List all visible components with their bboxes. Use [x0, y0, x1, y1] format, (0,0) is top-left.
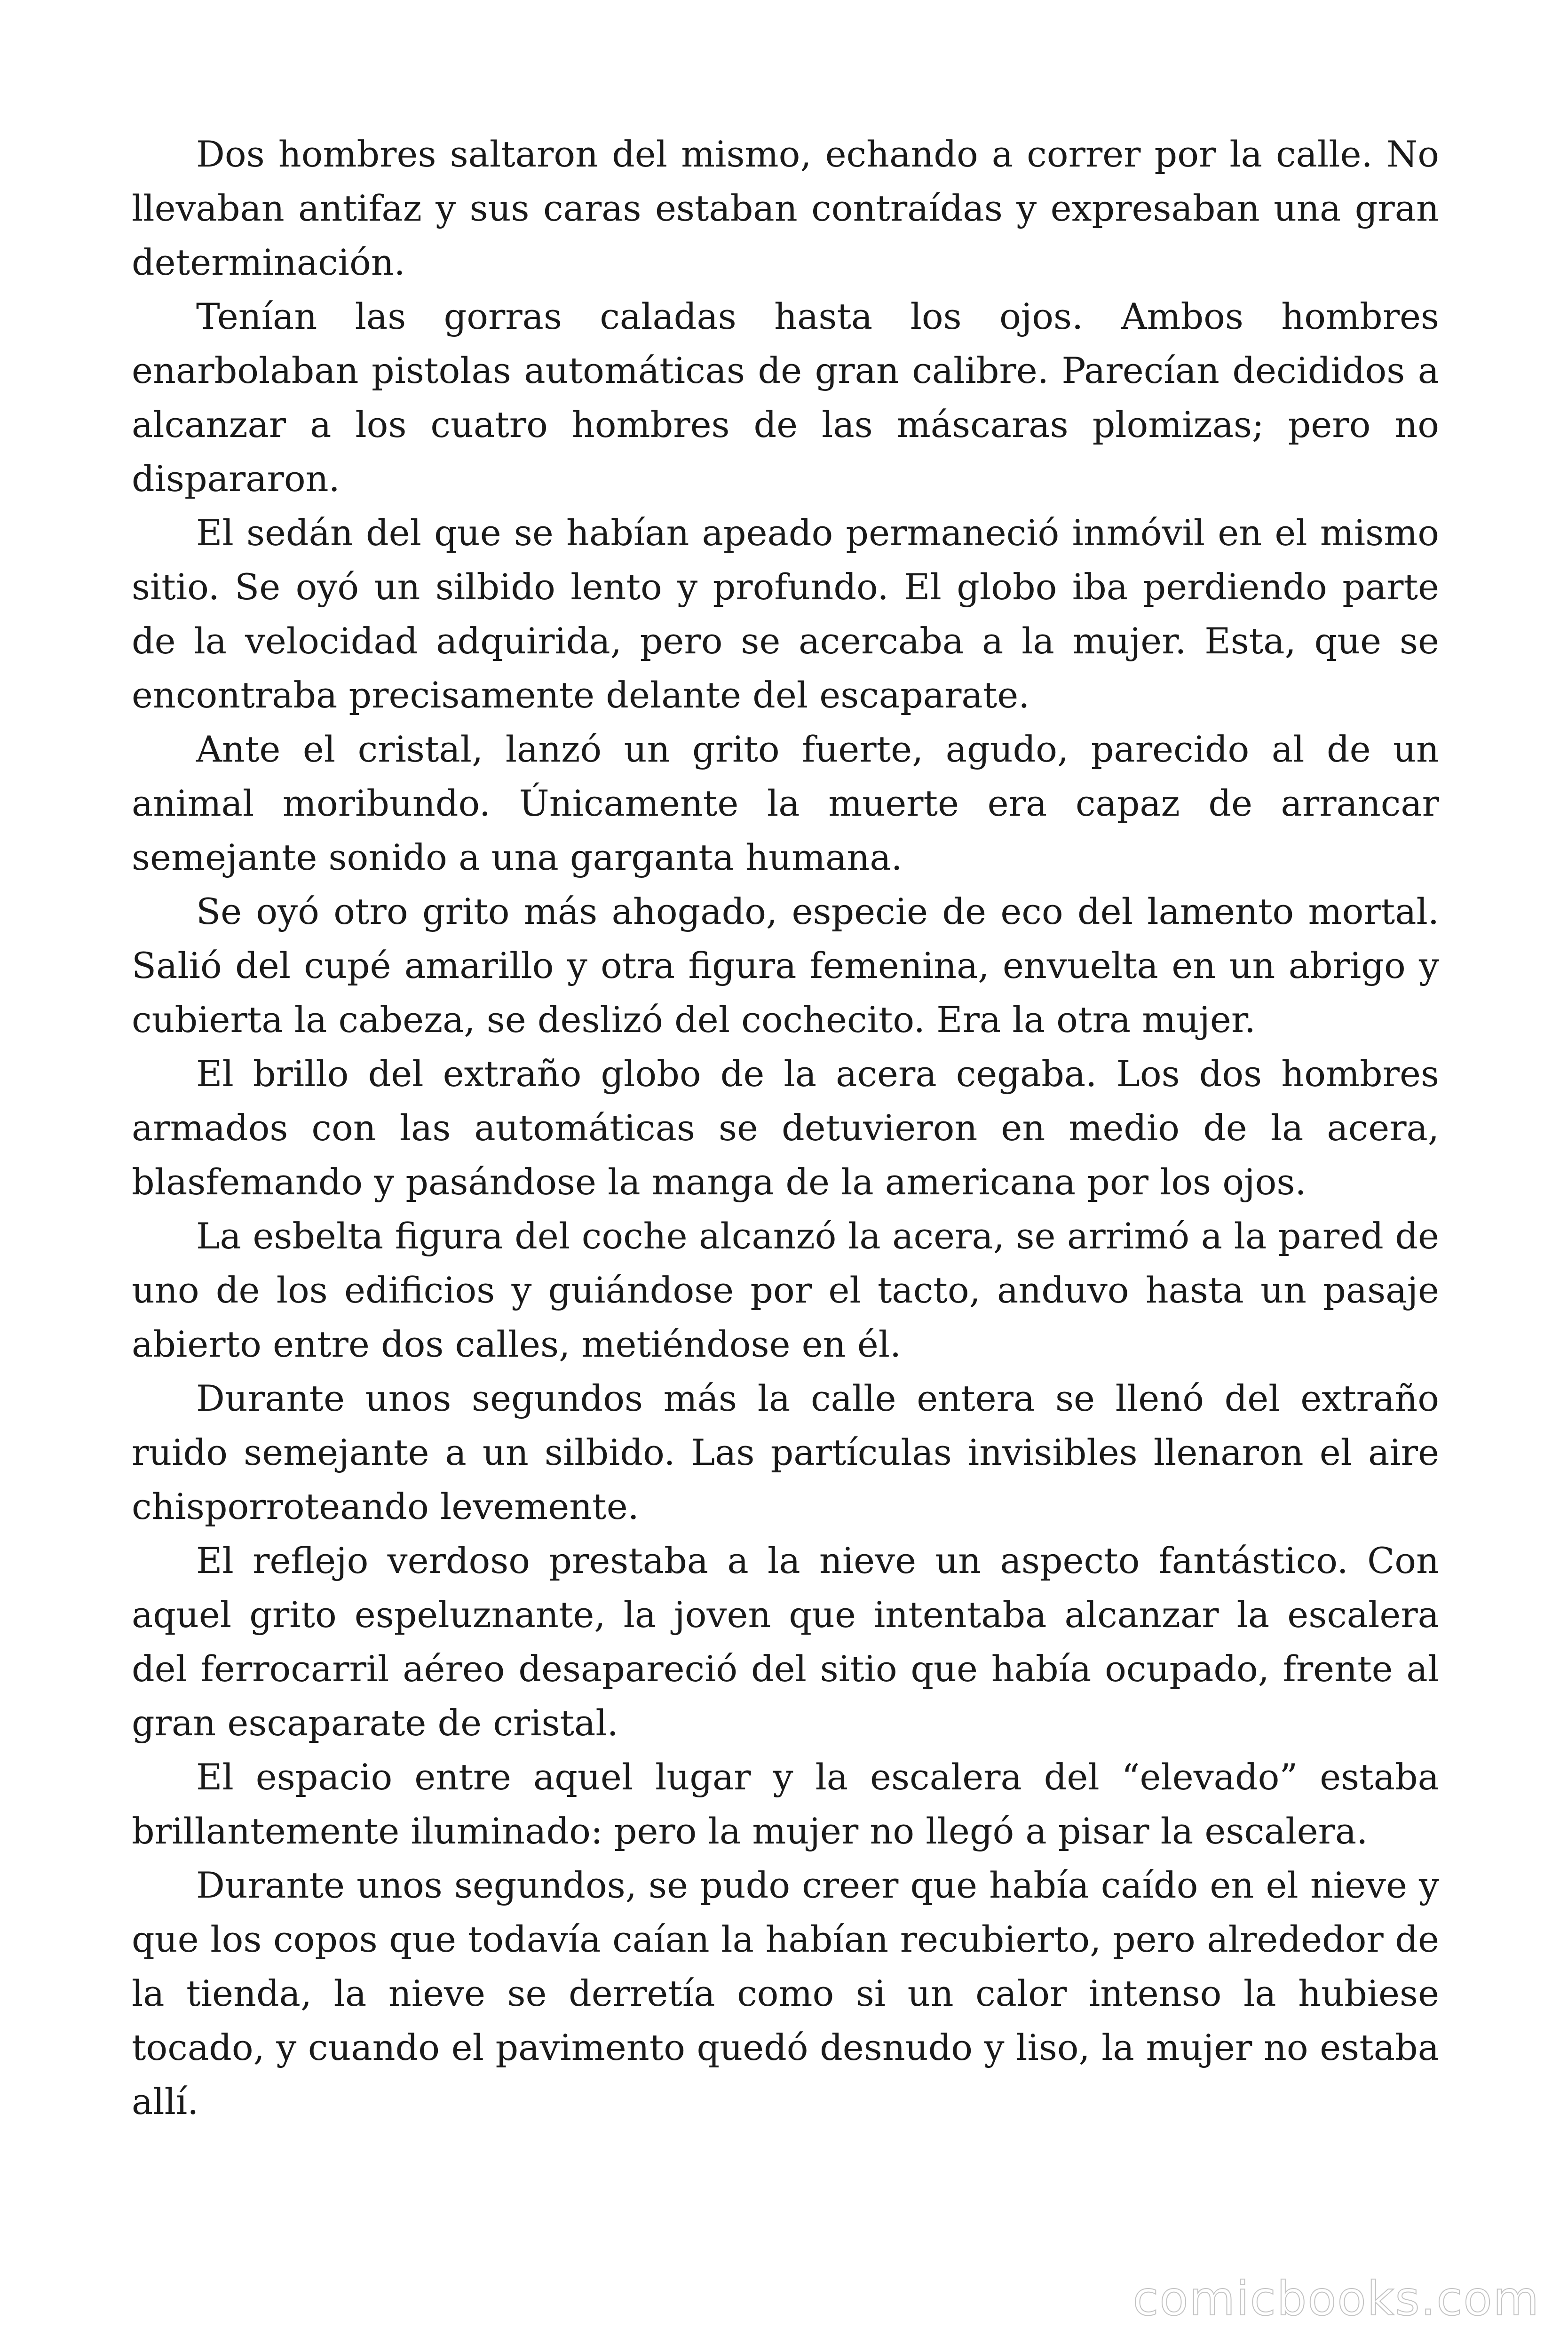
paragraph: Se oyó otro grito más ahogado, especie de eco del lamento mortal. Salió del cupé amarillo y otra figura femenina, envuelta en un abrigo y cubierta la cabeza, se deslizó del cochecito. Era la otra mujer.	[132, 890, 1439, 1041]
watermark: comicbooks.com	[1132, 2271, 1540, 2326]
paragraph: Dos hombres saltaron del mismo, echando a correr por la calle. No llevaban antifaz y sus caras estaban contraídas y expresaban una gran determinación.	[132, 133, 1439, 283]
paragraph: El espacio entre aquel lugar y la escalera del “elevado” estaba brillantemente iluminado: pero la mujer no llegó a pisar la escalera.	[132, 1756, 1439, 1852]
paragraph: El reflejo verdoso prestaba a la nieve un aspecto fantástico. Con aquel grito espeluznante, la joven que intentaba alcanzar la escalera del ferrocarril aéreo desapareció del sitio que había ocupado, frente al gran escaparate de cristal.	[132, 1540, 1439, 1744]
paragraph: El sedán del que se habían apeado permaneció inmóvil en el mismo sitio. Se oyó un silbido lento y profundo. El globo iba perdiendo parte de la velocidad adquirida, pero se acercaba a la mujer. Esta, que se encontraba precisamente delante del escaparate.	[132, 512, 1439, 716]
paragraph: El brillo del extraño globo de la acera cegaba. Los dos hombres armados con las automáticas se detuvieron en medio de la acera, blasfemando y pasándose la manga de la americana por los ojos.	[132, 1053, 1439, 1203]
paragraph: Durante unos segundos más la calle entera se llenó del extraño ruido semejante a un silbido. Las partículas invisibles llenaron el aire chisporroteando levemente.	[132, 1377, 1439, 1527]
paragraph: Tenían las gorras caladas hasta los ojos. Ambos hombres enarbolaban pistolas automáticas de gran calibre. Parecían decididos a alcanzar a los cuatro hombres de las máscaras plomizas; pero no dispararon.	[132, 295, 1439, 500]
book-page-text	[132, 127, 1439, 2129]
paragraph: Ante el cristal, lanzó un grito fuerte, agudo, parecido al de un animal moribundo. Únicamente la muerte era capaz de arrancar semejante sonido a una garganta humana.	[132, 728, 1439, 878]
paragraph: La esbelta figura del coche alcanzó la acera, se arrimó a la pared de uno de los edificios y guiándose por el tacto, anduvo hasta un pasaje abierto entre dos calles, metiéndose en él.	[132, 1215, 1439, 1365]
paragraph: Durante unos segundos, se pudo creer que había caído en el nieve y que los copos que todavía caían la habían recubierto, pero alrededor de la tienda, la nieve se derretía como si un calor intenso la hubiese tocado, y cuando el pavimento quedó desnudo y liso, la mujer no estaba allí.	[132, 1864, 1439, 2122]
